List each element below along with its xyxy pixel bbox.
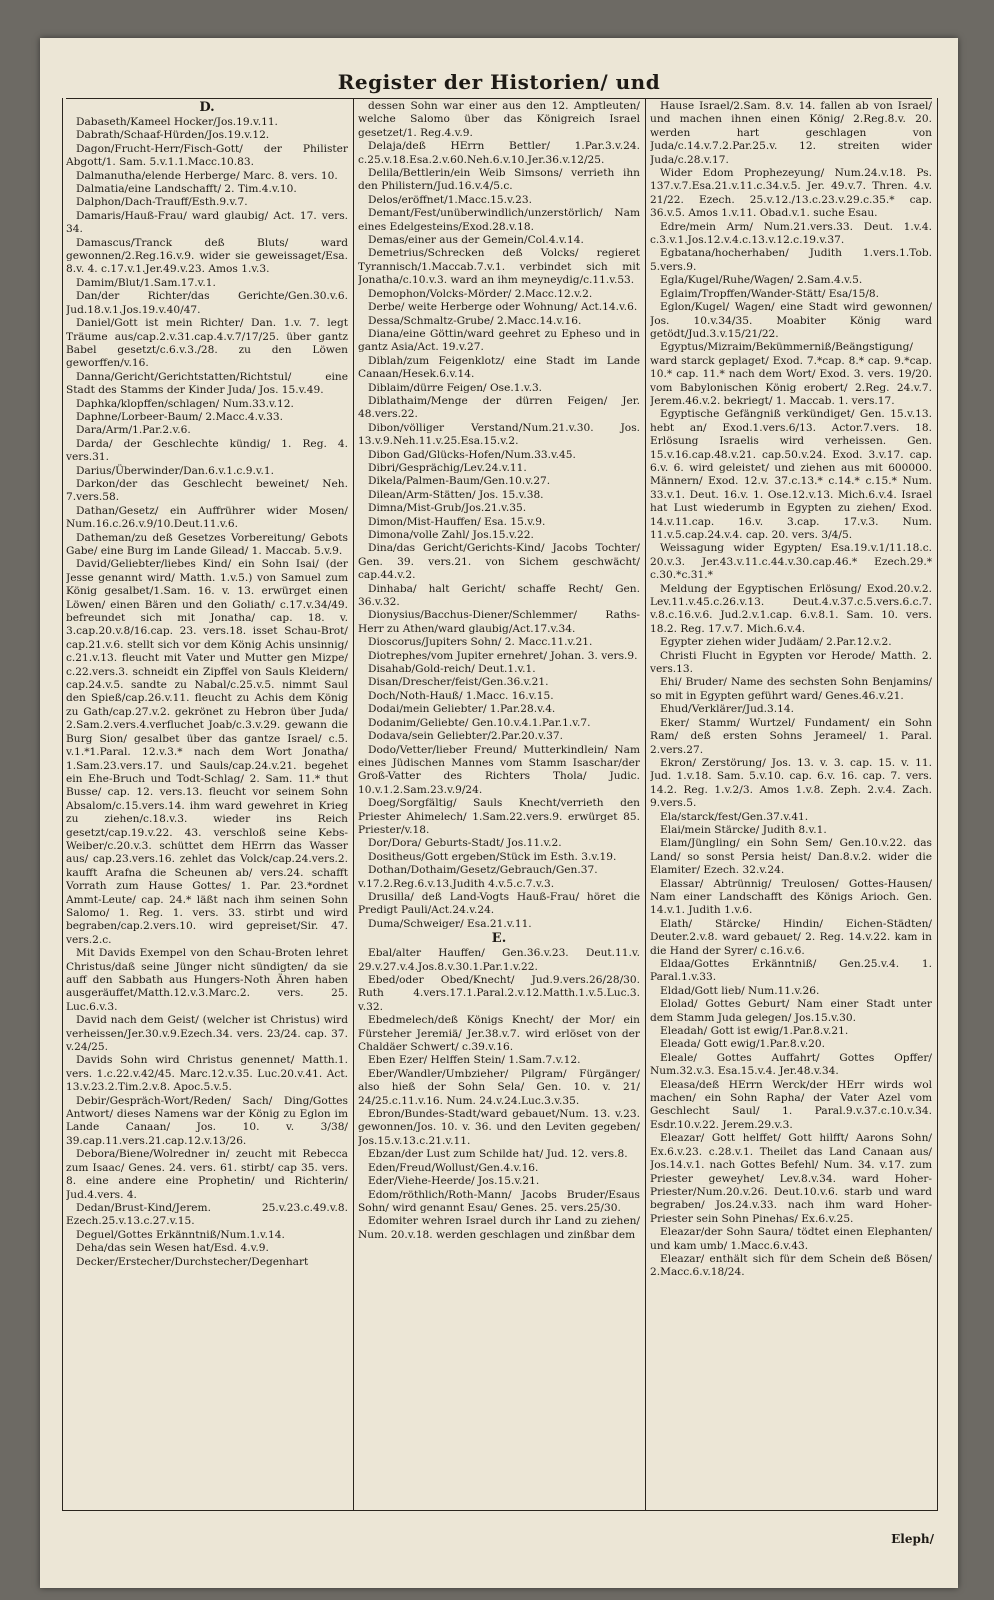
register-entry: Ehi/ Bruder/ Name des sechsten Sohn Benjamins/ so mit in Egypten geführt ward/ Genes.46.v.21. — [650, 676, 932, 702]
register-entry: Deha/das sein Wesen hat/Esd. 4.v.9. — [76, 1242, 269, 1255]
register-entry: Diana/eine Göttin/ward geehret zu Epheso und in gantz Asia/Act. 19.v.27. — [358, 327, 640, 354]
register-entry: Weissagung wider Egypten/ Esa.19.v.1/11.18.c. 20.v.3. Jer.43.v.11.c.44.v.30.cap.46.* Ezech.29.* c.30.*c.31.* — [650, 542, 932, 582]
register-entry: Dinhaba/ halt Gericht/ schaffe Recht/ Gen. 36.v.32. — [358, 582, 640, 609]
register-entry: Dothan/Dothaim/Gesetz/Gebrauch/Gen.37. v.17.2.Reg.6.v.13.Judith 4.v.5.c.7.v.3. — [358, 864, 598, 890]
register-entry: Dodai/mein Geliebter/ 1.Par.28.v.4. — [368, 703, 556, 716]
register-entry: Eglon/Kugel/ Wagen/ eine Stadt wird gewonnen/ Jos. 10.v.34/35. Moabiter König ward getödt/Jud.3.v.15/21/22. — [650, 301, 932, 340]
register-entry: Dioscorus/Jupiters Sohn/ 2. Macc.11.v.21. — [368, 636, 593, 649]
register-entry: Debora/Biene/Wolredner in/ zeucht mit Rebecca zum Isaac/ Genes. 24. vers. 61. stirbt/ cap 35. vers. 8. eine andere eine Prophetin/ und Richterin/ Jud.4.vers. 4. — [66, 1148, 348, 1201]
register-entry: Ekron/ Zerstörung/ Jos. 13. v. 3. cap. 15. v. 11. Jud. 1.v.18. Sam. 5.v.10. cap. 6.v. 16. cap. 7. vers. 14.2. Reg. 1.v.2/3. Amos 1.v.8. Zeph. 2.v.4. Zach. 9.vers.5. — [650, 756, 932, 810]
register-entry: Diblathaim/Menge der dürren Feigen/ Jer. 48.vers.22. — [358, 394, 640, 421]
register-entry: Mit Davids Exempel von den Schau-Broten lehret Christus/daß seine Jünger nicht sündigten/ da sie auff den Sabbath aus Hungers-Noth Ähren haben ausgeräuffet/Matth.12.v.3.Marc.2. vers. 25. Luc.6.v.3. — [66, 947, 348, 1013]
register-entry: Drusilla/ deß Land-Vogts Hauß-Frau/ höret die Predigt Pauli/Act.24.v.24. — [358, 890, 640, 917]
register-entry: David nach dem Geist/ (welcher ist Christus) wird verheissen/Jer.30.v.9.Ezech.34. vers. 23/24. cap. 37. v.24/25. — [66, 1014, 348, 1054]
register-entry: Hause Israel/2.Sam. 8.v. 14. fallen ab von Israel/ und machen ihnen einen König/ 2.Reg.8.v. 20. werden hart geschlagen von Juda/c.14.v.7.2.Par.25.v. 12. streiten wider Juda/c.28.v.17. — [650, 100, 932, 166]
register-entry: Doch/Noth-Hauß/ 1.Macc. 16.v.15. — [368, 689, 554, 702]
register-entry: Ebed/oder Obed/Knecht/ Jud.9.vers.26/28/30. Ruth 4.vers.17.1.Paral.2.v.12.Matth.1.v.5.Luc.3. v.32. — [358, 974, 640, 1013]
register-entry: Damascus/Tranck deß Bluts/ ward gewonnen/2.Reg.16.v.9. wider sie geweissaget/Esa. 8.v. 4. c.17.v.1.Jer.49.v.23. Amos 1.v.3. — [66, 236, 348, 276]
register-entry: Dositheus/Gott ergeben/Stück im Esth. 3.v.19. — [368, 850, 617, 863]
register-entry: Dodava/sein Geliebter/2.Par.20.v.37. — [368, 730, 563, 743]
register-entry: Dabaseth/Kameel Hocker/Jos.19.v.11. — [76, 116, 278, 128]
register-entry: Dionysius/Bacchus-Diener/Schlemmer/ Raths-Herr zu Athen/ward glaubig/Act.17.v.34. — [358, 609, 640, 635]
register-entry: Delaja/deß HErrn Bettler/ 1.Par.3.v.24. c.25.v.18.Esa.2.v.60.Neh.6.v.10.Jer.36.v.12/25. — [358, 140, 640, 166]
register-entry: Dimona/volle Zahl/ Jos.15.v.22. — [368, 529, 534, 541]
register-entry: Elassar/ Abtrünnig/ Treulosen/ Gottes-Hausen/ Nam einer Landschafft des Königs Arioch. Gen. 14.v.1. Judith 1.v.6. — [650, 877, 932, 917]
catchword: Eleph/ — [891, 1532, 934, 1546]
register-entry: Deguel/Gottes Erkänntniß/Num.1.v.14. — [76, 1228, 285, 1241]
register-entry: Daniel/Gott ist mein Richter/ Dan. 1.v. 7. legt Träume aus/cap.2.v.31.cap.4.v.7/17/25. über gantz Babel gesetzt/c.6.v.3./28. zu den Löwen geworffen/v.16. — [66, 317, 348, 370]
register-entry: Dathan/Gesetz/ ein Auffrührer wider Mosen/ Num.16.c.26.v.9/10.Deut.11.v.6. — [66, 504, 348, 531]
register-entry: Disahab/Gold-reich/ Deut.1.v.1. — [368, 663, 536, 676]
register-entry: Eber/Wandler/Umbzieher/ Pilgram/ Fürgänger/ also hieß der Sohn Sela/ Gen. 10. v. 21/ 24/25.c.11.v.16. Num. 24.v.24.Luc.3.v.35. — [358, 1067, 640, 1107]
page-header: Register der Historien/ und — [66, 66, 932, 99]
register-entry: Demas/einer aus der Gemein/Col.4.v.14. — [368, 234, 584, 247]
register-entry: Egbatana/hocherhaben/ Judith 1.vers.1.Tob. 5.vers.9. — [650, 247, 932, 273]
column-divider — [353, 98, 354, 1510]
register-entry: Delila/Bettlerin/ein Weib Simsons/ verrieth ihn den Philistern/Jud.16.v.4/5.c. — [358, 167, 640, 193]
register-entry: Wider Edom Prophezeyung/ Num.24.v.18. Ps. 137.v.7.Esa.21.v.11.c.34.v.5. Jer. 49.v.7. Thren. 4.v. 21/22. Ezech. 25.v.12./13.c.23.v.29.c.35.* cap. 36.v.5. Amos 1.v.11. Obad.v.1. suche Esau. — [650, 167, 932, 220]
register-entry: Demetrius/Schrecken deß Volcks/ regieret Tyrannisch/1.Maccab.7.v.1. verbindet sich mit Jonatha/c.10.v.3. ward an ihm meyneydig/c.11.v.53. — [358, 247, 640, 287]
register-entry: Elam/Jüngling/ ein Sohn Sem/ Gen.10.v.22. das Land/ so sonst Persia heist/ Dan.8.v.2. wider die Elamiter/ Ezech. 32.v.24. — [650, 837, 932, 877]
register-entry: David/Geliebter/liebes Kind/ ein Sohn Isai/ (der Jesse genannt wird/ Matth. 1.v.5.) von Samuel zum König gesalbet/1.Sam. 16. v. 13. erwürget einen Löwen/ einen Bären und den Goliath/ c.17.v.34/49. befreundet sich mit Jonatha/ cap. 18. v. 3.cap.20.v.8/16.cap. 23. vers.18. isset Schau-Brot/ cap.21.v.6. stellt sich vor dem König Achis unsinnig/ c.21.v.13. fleucht mit Vater und Mutter gen Mizpe/ c.22.vers.3. schneidt ein Zipffel von Sauls Kleidern/ cap.24.v.5. sandte zu Nabal/c.25.v.5. nimmt Saul den Spieß/cap.26.v.11. fleucht zu Achis dem König zu Gath/cap.27.v.2. gekrönet zu Hebron über Juda/ 2.Sam.2.vers.4.verfluchet Joab/c.3.v.29. gewann die Burg Sion/ gesalbet über das gantze Israel/ c.5. v.1.*1.Paral. 12.v.3.* nach dem Wort Jonatha/ 1.Sam.23.vers.17. und Sauls/cap.24.v.21. begehet ein Ehe-Bruch und Todt-Schlag/ 2. Sam. 11.* thut Busse/ cap. 12. vers.13. fleucht vor seinem Sohn Absalom/c.15.vers.14. ihm ward gewehret in Krieg zu ziehen/c.18.v.3. wieder ins Reich gesetzt/cap.19.v.22. 43. verschloß seine Kebs-Weiber/c.20.v.3. schüttet dem HErrn das Wasser aus/ cap.23.vers.16. zehlet das Volck/cap.24.vers.2. kaufft Arafna die Scheunen ab/ vers.24. schafft Vorrath zum Hause Gottes/ 1. Par. 23.*ordnet Ammt-Leute/ cap. 24.* läßt nach ihm seinen Sohn Salomo/ 1. Reg. 1. vers. 33. stirbt und wird begraben/cap.2.vers.10. wird gepreiset/Sir. 47. vers.2.c. — [66, 558, 348, 946]
register-entry: Danna/Gericht/Gerichtstatten/Richtstul/ eine Stadt des Stamms der Kinder Juda/ Jos. 15.v.49. — [66, 370, 348, 397]
column-1 — [66, 100, 348, 1508]
section-letter: E. — [491, 931, 507, 947]
register-entry: Dikela/Palmen-Baum/Gen.10.v.27. — [368, 475, 551, 488]
register-entry: Dessa/Schmaltz-Grube/ 2.Macc.14.v.16. — [368, 314, 582, 327]
register-entry: Delos/eröffnet/1.Macc.15.v.23. — [368, 193, 532, 206]
register-entry: Meldung der Egyptischen Erlösung/ Exod.20.v.2. Lev.11.v.45.c.26.v.13. Deut.4.v.37.c.5.vers.6.c.7. v.8.c.16.v.6. Jud.2.v.1.cap. 6.v.8.1. Sam. 10. vers. 18.2. Reg. 17.v.7. Mich.6.v.4. — [650, 582, 932, 635]
register-entry: Dibon Gad/Glücks-Hofen/Num.33.v.45. — [368, 448, 576, 461]
register-entry: Eleada/ Gott ewig/1.Par.8.v.20. — [660, 1038, 825, 1051]
register-entry: Dalphon/Dach-Trauff/Esth.9.v.7. — [76, 196, 248, 209]
register-entry: Eleazar/ enthält sich für dem Schein deß Bösen/ 2.Macc.6.v.18/24. — [650, 1252, 932, 1279]
register-entry: Dodo/Vetter/lieber Freund/ Mutterkindlein/ Nam eines Jüdischen Mannes vom Stamm Isaschar/der Groß-Vatter des Richters Thola/ Judic. 10.v.1.2.Sam.23.v.9/24. — [358, 743, 640, 796]
register-entry: Doeg/Sorgfältig/ Sauls Knecht/verrieth den Priester Ahimelech/ 1.Sam.22.vers.9. erwürget 85. Priester/v.18. — [358, 797, 640, 836]
register-entry: Diotrephes/vom Jupiter ernehret/ Johan. 3. vers.9. — [368, 649, 638, 662]
register-entry: Elolad/ Gottes Geburt/ Nam einer Stadt unter dem Stamm Juda gelegen/ Jos.15.v.30. — [650, 998, 932, 1024]
register-entry: Dedan/Brust-Kind/Jerem. 25.v.23.c.49.v.8. Ezech.25.v.13.c.27.v.15. — [66, 1201, 348, 1228]
register-entry: Disan/Drescher/feist/Gen.36.v.21. — [368, 676, 549, 689]
register-entry: Darkon/der das Geschlecht beweinet/ Neh. 7.vers.58. — [66, 477, 348, 504]
register-entry: Edomiter wehren Israel durch ihr Land zu ziehen/ Num. 20.v.18. werden geschlagen und zinßbar dem — [358, 1215, 640, 1241]
section-letter: D. — [199, 100, 215, 115]
register-entry: Ehud/Verklärer/Jud.3.14. — [660, 703, 795, 716]
register-entry: Eleadah/ Gott ist ewig/1.Par.8.v.21. — [660, 1025, 849, 1038]
register-entry: Davids Sohn wird Christus genennet/ Matth.1. vers. 1.c.22.v.42/45. Marc.12.v.35. Luc.20.v.41. Act. 13.v.23.2.Tim.2.v.8. Apoc.5.v.5. — [66, 1054, 348, 1094]
register-entry: Eleazar/ Gott helffet/ Gott hilfft/ Aarons Sohn/ Ex.6.v.23. c.28.v.1. Theilet das Land Canaan aus/ Jos.14.v.1. nach Gottes Befehl/ Num. 34. v.17. zum Priester geweyhet/ Lev.8.v.34. ward Hoher-Priester/Num.20.v.26. Deut.10.v.6. starb und ward begraben/ Jos.24.v.33. nach ihm ward Hoher-Priester sein Sohn Pinehas/ Ex.6.v.25. — [650, 1132, 932, 1225]
register-entry: dessen Sohn war einer aus den 12. Amptleuten/ welche Salomo über das Königreich Israel gesetzet/1. Reg.4.v.9. — [358, 100, 640, 139]
register-entry: Duma/Schweiger/ Esa.21.v.11. — [368, 917, 532, 930]
register-entry: Egyptische Gefängniß verkündiget/ Gen. 15.v.13. hebt an/ Exod.1.vers.6/13. Actor.7.vers. 18. Erlösung Israelis wird verheissen. Gen. 15.v.16.cap.48.v.21. cap.50.v.24. Exod. 3.v.17. cap. 6.v. 6. wird geleistet/ und ziehen aus mit 600000. Männern/ Exod. 12.v. 37.c.13.* c.14.* c.15.* Num. 33.v.1. Deut. 16.v. 1. Ose.12.v.13. Mich.6.v.4. Israel hat Lust wiederumb in Egypten zu ziehen/ Exod. 14.v.11.cap. 16.v. 3.cap. 17.v.3. Num. 11.v.5.cap.24.v.4. cap. 20. vers. 3/4/5. — [650, 408, 932, 541]
column-2 — [358, 100, 640, 1508]
register-entry: Diblah/zum Feigenklotz/ eine Stadt im Lande Canaan/Hesek.6.v.14. — [358, 354, 640, 381]
register-entry: Datheman/zu deß Gesetzes Vorbereitung/ Gebots Gabe/ eine Burg im Lande Gilead/ 1. Maccab. 5.v.9. — [66, 531, 348, 557]
register-entry: Derbe/ weite Herberge oder Wohnung/ Act.14.v.6. — [368, 301, 638, 314]
register-entry: Damim/Blut/1.Sam.17.v.1. — [76, 276, 216, 289]
register-entry: Darius/Überwinder/Dan.6.v.1.c.9.v.1. — [76, 464, 275, 477]
register-entry: Elai/mein Stärcke/ Judith 8.v.1. — [660, 823, 827, 836]
register-entry: Darda/ der Geschlechte kündig/ 1. Reg. 4. vers.31. — [66, 437, 348, 464]
register-entry: Dalmatia/eine Landschafft/ 2. Tim.4.v.10. — [76, 183, 297, 196]
register-entry: Eden/Freud/Wollust/Gen.4.v.16. — [368, 1161, 539, 1174]
register-entry: Eleasa/deß HErrn Werck/der HErr wirds wol machen/ ein Sohn Rapha/ der Vater Azel vom Geschlecht Saul/ 1. Paral.9.v.37.c.10.v.34. Esdr.10.v.22. Jerem.29.v.3. — [650, 1078, 932, 1131]
register-entry: Demant/Fest/unüberwindlich/unzerstörlich/ Nam eines Edelgesteins/Exod.28.v.18. — [358, 207, 640, 233]
register-entry: Egla/Kugel/Ruhe/Wagen/ 2.Sam.4.v.5. — [660, 274, 863, 287]
register-entry: Eben Ezer/ Helffen Stein/ 1.Sam.7.v.12. — [368, 1054, 581, 1067]
register-entry: Ebron/Bundes-Stadt/ward gebauet/Num. 13. v.23. gewonnen/Jos. 10. v. 36. und den Leviten gegeben/ Jos.15.v.13.c.21.v.11. — [358, 1108, 640, 1147]
book-page — [40, 38, 958, 1588]
register-entry: Eker/ Stamm/ Wurtzel/ Fundament/ ein Sohn Ram/ deß ersten Sohns Jerameel/ 1. Paral. 2.vers.27. — [650, 716, 932, 756]
register-entry: Eleazar/der Sohn Saura/ tödtet einen Elephanten/ und kam umb/ 1.Macc.6.v.43. — [650, 1226, 932, 1252]
register-entry: Ebedmelech/deß Königs Knecht/ der Mor/ ein Fürsteher Jeremiä/ Jer.38.v.7. wird erlöset von der Chaldäer Schwert/ c.39.v.16. — [358, 1014, 640, 1054]
register-entry: Ebzan/der Lust zum Schilde hat/ Jud. 12. vers.8. — [368, 1148, 628, 1161]
register-entry: Dalmanutha/elende Herberge/ Marc. 8. vers. 10. — [76, 169, 338, 182]
register-entry: Eder/Viehe-Heerde/ Jos.15.v.21. — [368, 1175, 540, 1188]
register-entry: Demophon/Volcks-Mörder/ 2.Macc.12.v.2. — [368, 287, 593, 300]
register-entry: Diblaim/dürre Feigen/ Ose.1.v.3. — [368, 381, 543, 394]
register-entry: Dan/der Richter/das Gerichte/Gen.30.v.6. Jud.18.v.1.Jos.19.v.40/47. — [66, 290, 348, 316]
register-entry: Egyptus/Mizraim/Bekümmerniß/Beängstigung/ ward starck geplaget/ Exod. 7.*cap. 8.* cap. 9.*cap. 10.* cap. 11.* nach dem Wort/ Exod. 3. vers. 19/20. vom Babylonischen König erobert/ 2.Reg. 24.v.7. Jerem.46.v.2. bekriegt/ 1. Maccab. 1. vers.17. — [650, 341, 932, 407]
column-divider — [645, 98, 646, 1510]
register-entry: Elath/ Stärcke/ Hindin/ Eichen-Städten/ Deuter.2.v.8. ward gebauet/ 2. Reg. 14.v.22. kam in die Hand der Syrer/ c.16.v.6. — [650, 917, 932, 957]
register-entry: Dor/Dora/ Geburts-Stadt/ Jos.11.v.2. — [368, 837, 562, 850]
register-entry: Edre/mein Arm/ Num.21.vers.33. Deut. 1.v.4. c.3.v.1.Jos.12.v.4.c.13.v.12.c.19.v.37. — [650, 220, 932, 247]
register-entry: Dagon/Frucht-Herr/Fisch-Gott/ der Philister Abgott/1. Sam. 5.v.1.1.Macc.10.83. — [66, 142, 348, 169]
register-entry: Dibon/völliger Verstand/Num.21.v.30. Jos. 13.v.9.Neh.11.v.25.Esa.15.v.2. — [358, 421, 640, 448]
register-entry: Edom/röthlich/Roth-Mann/ Jacobs Bruder/Esaus Sohn/ wird genannt Esau/ Genes. 25. vers.25/30. — [358, 1188, 640, 1214]
register-entry: Daphka/klopffen/schlagen/ Num.33.v.12. — [76, 397, 294, 410]
register-entry: Christi Flucht in Egypten vor Herode/ Matth. 2. vers.13. — [650, 649, 932, 676]
register-entry: Dimon/Mist-Hauffen/ Esa. 15.v.9. — [368, 515, 546, 528]
register-entry: Ela/starck/fest/Gen.37.v.41. — [660, 810, 809, 823]
register-entry: Dimna/Mist-Grub/Jos.21.v.35. — [368, 502, 527, 515]
register-entry: Decker/Erstecher/Durchstecher/Degenhart — [76, 1255, 309, 1268]
register-entry: Eleale/ Gottes Auffahrt/ Gottes Opffer/ Num.32.v.3. Esa.15.v.4. Jer.48.v.34. — [650, 1051, 932, 1078]
register-entry: Debir/Gespräch-Wort/Reden/ Sach/ Ding/Gottes Antwort/ dieses Namens war der König zu Eglon im Lande Canaan/ Jos. 10. v. 3/38/ 39.cap.11.vers.21.cap.12.v.13/26. — [66, 1094, 348, 1147]
register-entry: Eldaa/Gottes Erkänntniß/ Gen.25.v.4. 1. Paral.1.v.33. — [650, 958, 932, 984]
register-entry: Damaris/Hauß-Frau/ ward glaubig/ Act. 17. vers. 34. — [66, 209, 348, 236]
register-entry: Dodanim/Geliebte/ Gen.10.v.4.1.Par.1.v.7. — [368, 716, 591, 729]
register-entry: Dara/Arm/1.Par.2.v.6. — [76, 424, 191, 437]
register-entry: Egypter ziehen wider Judäam/ 2.Par.12.v.2. — [660, 636, 892, 649]
register-entry: Dilean/Arm-Stätten/ Jos. 15.v.38. — [368, 488, 544, 501]
register-entry: Eldad/Gott lieb/ Num.11.v.26. — [660, 984, 820, 997]
register-entry: Dabrath/Schaaf-Hürden/Jos.19.v.12. — [76, 129, 270, 142]
register-entry: Dina/das Gericht/Gerichts-Kind/ Jacobs Tochter/ Gen. 39. vers.21. von Sichem geschwächt/ cap.44.v.2. — [358, 542, 640, 582]
column-3 — [650, 100, 932, 1508]
register-entry: Ebal/alter Hauffen/ Gen.36.v.23. Deut.11.v. 29.v.27.v.4.Jos.8.v.30.1.Par.1.v.22. — [358, 947, 640, 973]
register-entry: Daphne/Lorbeer-Baum/ 2.Macc.4.v.33. — [76, 410, 283, 423]
register-entry: Dibri/Gesprächig/Lev.24.v.11. — [368, 461, 527, 474]
register-entry: Eglaim/Tropffen/Wander-Stätt/ Esa/15/8. — [660, 287, 879, 300]
